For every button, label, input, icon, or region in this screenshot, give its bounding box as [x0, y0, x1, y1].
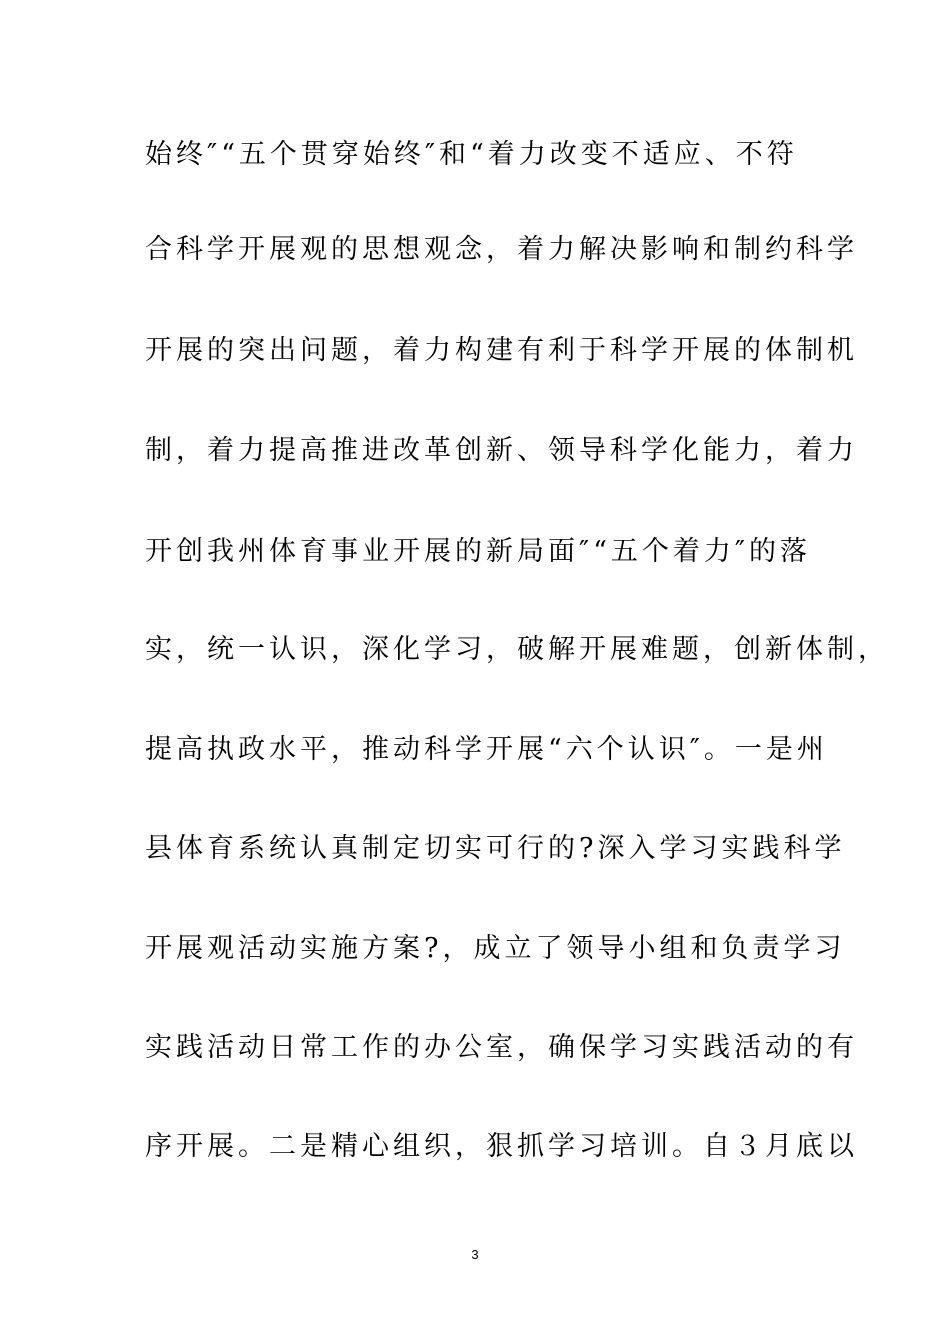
text-line: 始终″“五个贯穿始终″和“着力改变不适应、不符 [145, 139, 798, 170]
text-line: 制，着力提高推进改革创新、领导科学化能力，着力 [145, 435, 858, 466]
text-line: 开展观活动实施方案?，成立了领导小组和负责学习 [145, 933, 846, 964]
text-line: 提高执政水平，推动科学开展“六个认识″。一是州 [145, 734, 828, 765]
text-line: 合科学开展观的思想观念，着力解决影响和制约科学 [145, 234, 858, 265]
text-line: 开创我州体育事业开展的新局面″“五个着力″的落 [145, 536, 811, 567]
page-number: 3 [471, 1247, 479, 1262]
text-line: 实，统一认识，深化学习，破解开展难题，创新体制， [145, 634, 889, 665]
text-line: 开展的突出问题，着力构建有利于科学开展的体制机 [145, 335, 858, 366]
text-line: 序开展。二是精心组织，狠抓学习培训。自３月底以 [145, 1131, 858, 1162]
text-line: 实践活动日常工作的办公室，确保学习实践活动的有 [145, 1032, 858, 1063]
text-line: 县体育系统认真制定切实可行的?深入学习实践科学 [145, 833, 846, 864]
